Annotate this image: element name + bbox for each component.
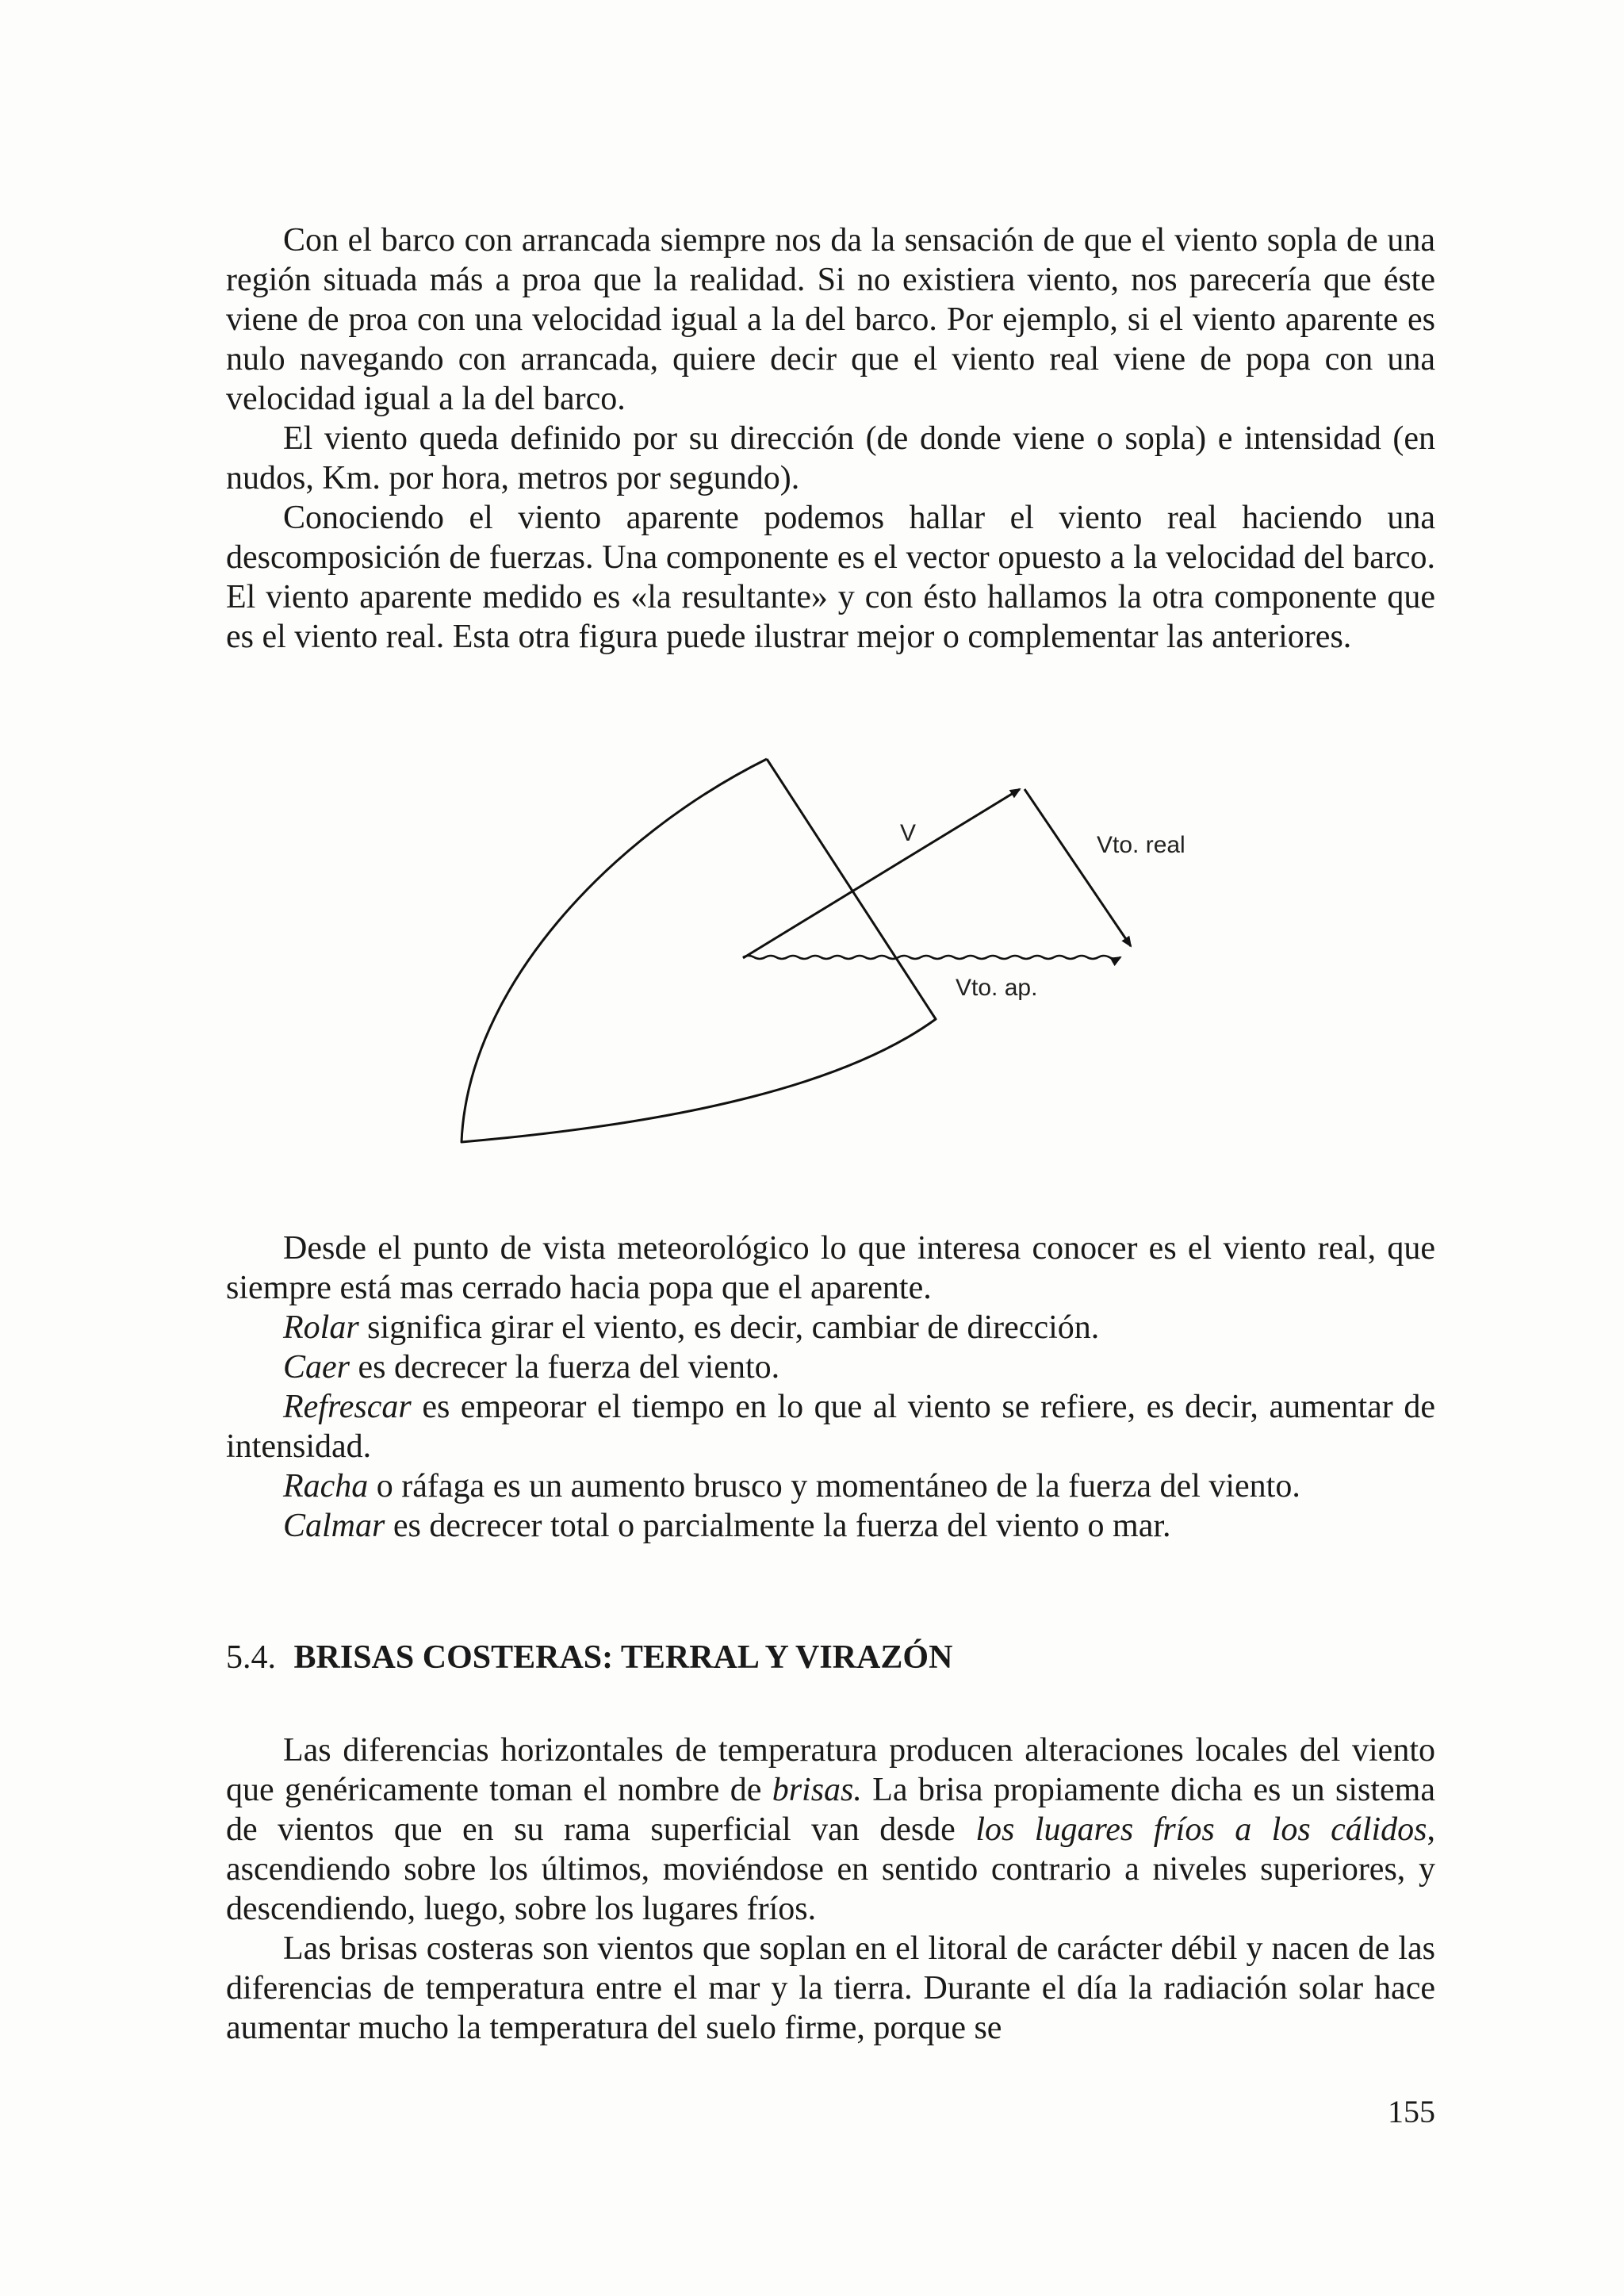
- label-apparent-wind: Vto. ap.: [956, 975, 1038, 1001]
- term-rolar: Rolar: [283, 1309, 359, 1346]
- boat-velocity-arrow: [743, 789, 1020, 958]
- page-number: 155: [1388, 2094, 1435, 2129]
- apparent-wind-wavy-arrow: [743, 956, 1120, 959]
- term-brisas: brisas.: [772, 1772, 862, 1808]
- wind-vector-figure: [452, 749, 1213, 1162]
- label-boat-velocity: V: [900, 820, 917, 846]
- definition-rolar-text: significa girar el viento, es decir, cambiar de dirección.: [358, 1309, 1100, 1346]
- breezes-text-block: [226, 1731, 1435, 2048]
- term-cold-to-warm-places: los lugares fríos a los cálidos: [975, 1811, 1427, 1848]
- term-racha: Racha: [283, 1468, 369, 1504]
- boat-hull-outline: [462, 759, 936, 1142]
- section-heading: [226, 1634, 1435, 1681]
- paragraph-wind-definition: El viento queda definido por su dirección (de donde viene o sopla) e intensidad (en nudos, Km. por hora, metros por segundo).: [226, 420, 1435, 496]
- definitions-text-block: [226, 1228, 1435, 1546]
- true-wind-arrow: [1025, 789, 1131, 946]
- definition-caer: [226, 1347, 1435, 1387]
- breezes-intro-text-c: , ascendiendo sobre los últimos, moviéndose en sentido contrario a niveles superiores, y descendiendo, luego, sobre los lugares fríos.: [226, 1811, 1435, 1927]
- definition-calmar: [226, 1506, 1435, 1546]
- paragraph-true-wind-interest: Desde el punto de vista meteorológico lo que interesa conocer es el viento real, que siempre está mas cerrado hacia popa que el aparente.: [226, 1230, 1435, 1306]
- section-number: 5.4.: [226, 1639, 276, 1676]
- label-true-wind: Vto. real: [1097, 832, 1185, 858]
- breezes-intro-text-a: Las diferencias horizontales de temperatura producen alteraciones locales del viento que genéricamente toman el nombre de: [226, 1732, 1435, 1808]
- definition-racha-text: o ráfaga es un aumento brusco y momentáneo de la fuerza del viento.: [368, 1468, 1300, 1504]
- term-refrescar: Refrescar: [283, 1389, 412, 1425]
- definition-calmar-text: es decrecer total o parcialmente la fuerza del viento o mar.: [385, 1508, 1171, 1544]
- definition-racha: [226, 1466, 1435, 1506]
- paragraph-apparent-wind: Con el barco con arrancada siempre nos da la sensación de que el viento sopla de una región situada más a proa que la realidad. Si no existiera viento, nos parecería que éste viene de proa con una velocidad igual a la del barco. Por ejemplo, si el viento aparente es nulo navegando con arrancada, quiere decir que el viento real viene de popa con una velocidad igual a la del barco.: [226, 222, 1435, 417]
- breezes-intro-text-b: La brisa propiamente dicha es un sistema de vientos que en su rama superficial van desde: [226, 1772, 1435, 1848]
- paragraph-coastal-breezes: Las brisas costeras son vientos que soplan en el litoral de carácter débil y nacen de las diferencias de temperatura entre el mar y la tierra. Durante el día la radiación solar hace aumentar mucho la temperatura del suelo firme, porque se: [226, 1930, 1435, 2046]
- section-title: BRISAS COSTERAS: TERRAL Y VIRAZÓN: [293, 1639, 953, 1676]
- intro-text-block: [226, 220, 1435, 657]
- definition-rolar: [226, 1308, 1435, 1347]
- definition-caer-text: es decrecer la fuerza del viento.: [350, 1349, 780, 1386]
- term-caer: Caer: [283, 1349, 350, 1386]
- definition-refrescar-text: es empeorar el tiempo en lo que al viento se refiere, es decir, aumentar de intensidad.: [226, 1389, 1435, 1465]
- term-calmar: Calmar: [283, 1508, 385, 1544]
- paragraph-force-decomposition: Conociendo el viento aparente podemos hallar el viento real haciendo una descomposición de fuerzas. Una componente es el vector opuesto a la velocidad del barco. El viento aparente medido es «la resultante» y con ésto hallamos la otra componente que es el viento real. Esta otra figura puede ilustrar mejor o complementar las anteriores.: [226, 500, 1435, 655]
- definition-refrescar: [226, 1387, 1435, 1466]
- paragraph-breezes-intro: [226, 1731, 1435, 1929]
